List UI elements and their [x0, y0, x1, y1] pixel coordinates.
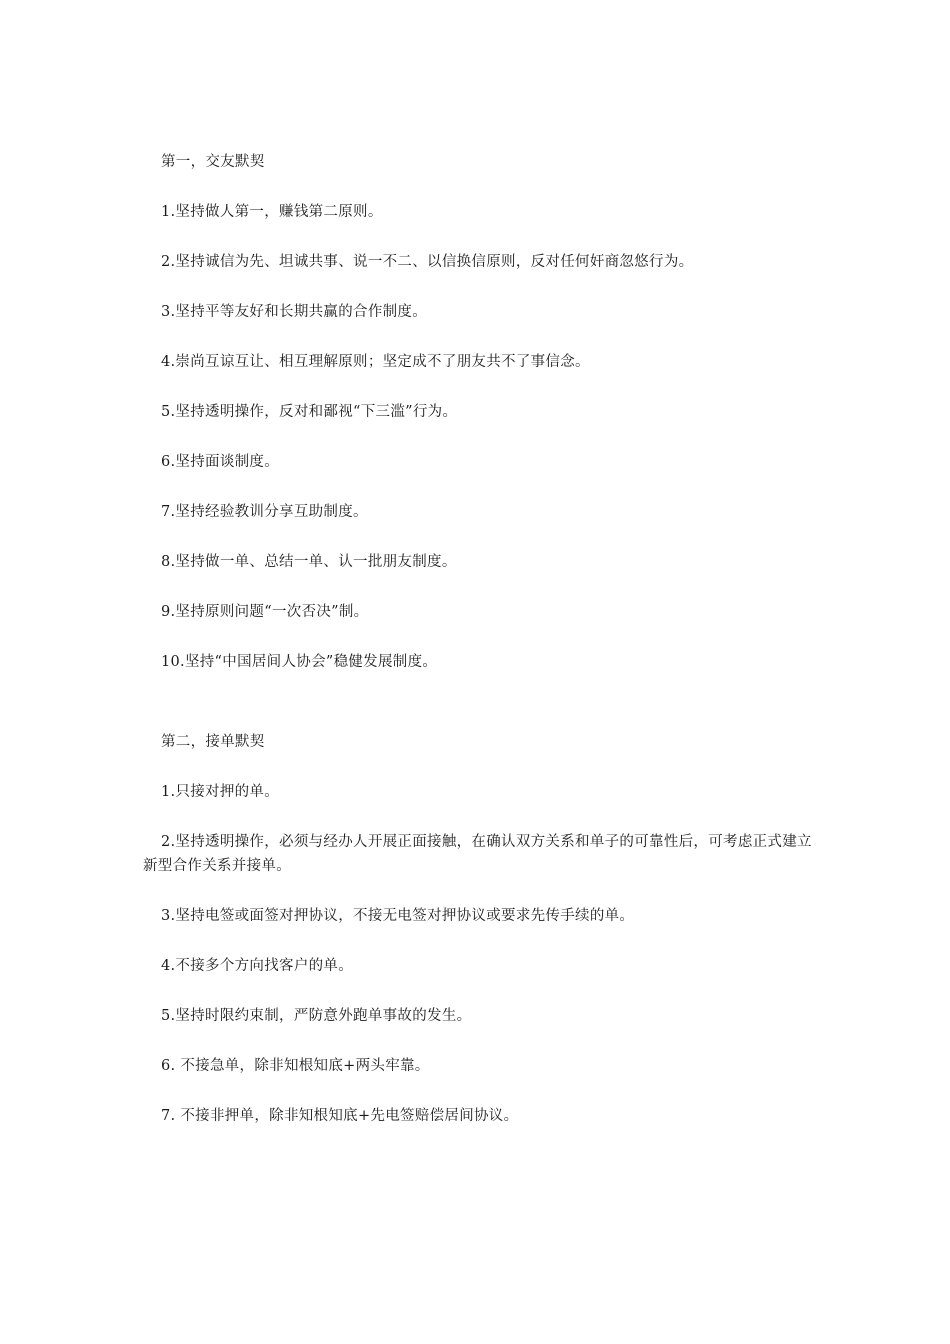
- list-item: 9.坚持原则问题“一次否决”制。: [161, 604, 369, 620]
- list-item: 8.坚持做一单、总结一单、认一批朋友制度。: [161, 554, 457, 570]
- list-item: 4.崇尚互谅互让、相互理解原则；坚定成不了朋友共不了事信念。: [161, 354, 590, 370]
- list-item: 7. 不接非押单，除非知根知底+先电签赔偿居间协议。: [161, 1108, 519, 1124]
- list-item: 1.只接对押的单。: [161, 784, 280, 800]
- section-heading: 第一，交友默契: [161, 154, 265, 170]
- list-item: 4.不接多个方向找客户的单。: [161, 958, 354, 974]
- list-item: 10.坚持“中国居间人协会”稳健发展制度。: [161, 654, 438, 670]
- list-item: 3.坚持电签或面签对押协议，不接无电签对押协议或要求先传手续的单。: [161, 908, 635, 924]
- section-heading: 第二，接单默契: [161, 734, 265, 750]
- list-item: 6.坚持面谈制度。: [161, 454, 280, 470]
- document-body: [143, 150, 823, 1154]
- list-item: 7.坚持经验教训分享互助制度。: [161, 504, 368, 520]
- list-item: 1.坚持做人第一，赚钱第二原则。: [161, 204, 383, 220]
- list-item: 5.坚持时限约束制，严防意外跑单事故的发生。: [161, 1008, 472, 1024]
- list-item: 5.坚持透明操作，反对和鄙视“下三滥”行为。: [161, 404, 458, 420]
- section-friendship: [143, 150, 823, 674]
- list-item: 3.坚持平等友好和长期共赢的合作制度。: [161, 304, 428, 320]
- list-item: 2.坚持透明操作，必须与经办人开展正面接触，在确认双方关系和单子的可靠性后，可考虑正式建立新型合作关系并接单。: [143, 834, 812, 874]
- list-item: 6. 不接急单，除非知根知底+两头牢靠。: [161, 1058, 430, 1074]
- list-item: 2.坚持诚信为先、坦诚共事、说一不二、以信换信原则，反对任何奸商忽悠行为。: [161, 254, 694, 270]
- section-orders: [143, 730, 823, 1128]
